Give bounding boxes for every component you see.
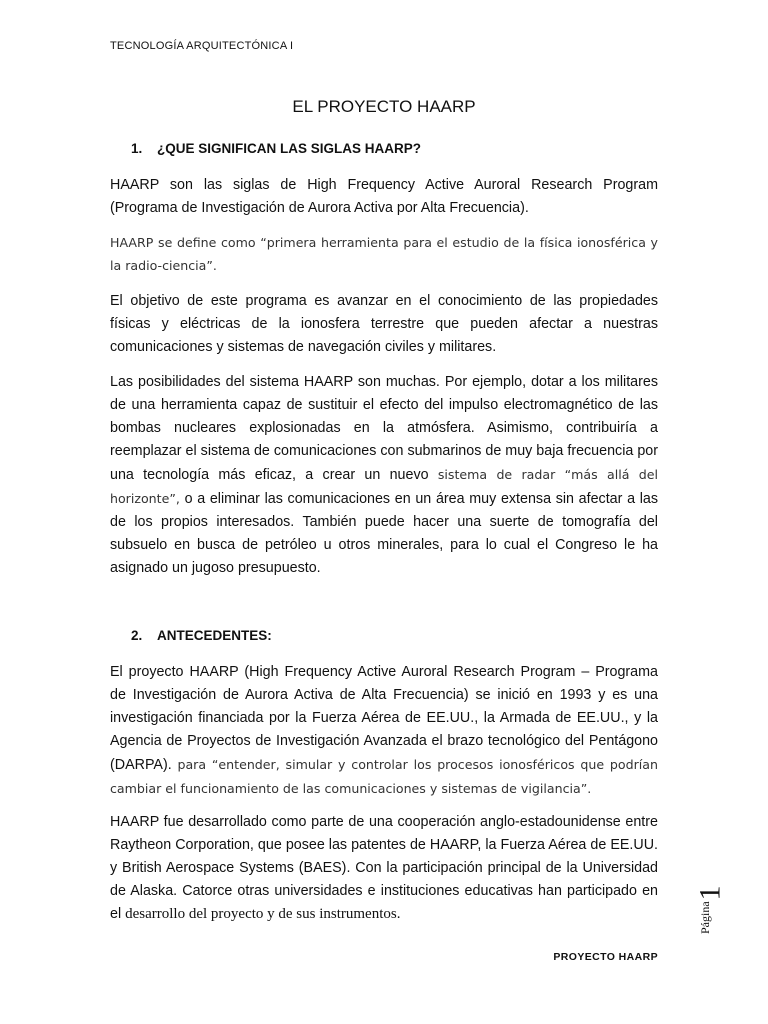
section-2-number: 2. bbox=[131, 628, 143, 643]
running-footer: PROYECTO HAARP bbox=[553, 951, 658, 963]
section-2-heading bbox=[131, 628, 272, 643]
section-1-number: 1. bbox=[131, 141, 143, 156]
paragraph-haarp-quote: HAARP se define como “primera herramienta para el estudio de la física ionosférica y la radio-ciencia”. bbox=[110, 235, 658, 273]
paragraph-possibilities bbox=[110, 371, 658, 580]
paragraph-possibilities-part-2: o a eliminar las comunicaciones en un área muy extensa sin afectar a las de los propios interesados. También puede hacer una suerte de tomografía del subsuelo en busca de petróleo u otros minerales, para lo cual el Congreso le ha asignado un jugoso presupuesto. bbox=[110, 491, 658, 576]
document-title: EL PROYECTO HAARP bbox=[292, 97, 476, 116]
paragraph-development-part-2: desarrollo del proyecto y de sus instrumentos. bbox=[125, 906, 401, 922]
running-header: TECNOLOGÍA ARQUITECTÓNICA I bbox=[110, 40, 294, 52]
paragraph-development bbox=[110, 811, 658, 926]
section-1-heading bbox=[131, 141, 421, 156]
section-1-heading-text: ¿QUE SIGNIFICAN LAS SIGLAS HAARP? bbox=[157, 141, 422, 156]
paragraph-background-quote: para “entender, simular y controlar los procesos ionosféricos que podrían cambiar el funcionamiento de las comunicaciones y sistemas de vigilancia”. bbox=[110, 757, 658, 796]
paragraph-development-part-1: HAARP fue desarrollado como parte de una cooperación anglo-estadounidense entre Raytheon Corporation, que posee las patentes de HAARP, la Fuerza Aérea de EE.UU. y British Aerospace Systems (BAES). Con la participación principal de la Universidad de Alaska. Catorce otras universidades e instituciones educativas han participado en el bbox=[110, 814, 658, 922]
page-number-block bbox=[690, 882, 727, 942]
paragraph-objective: El objetivo de este programa es avanzar en el conocimiento de las propiedades físicas y eléctricas de la ionosfera terrestre que pueden afectar a nuestras comunicaciones y sistemas de navegación civiles y militares. bbox=[110, 293, 658, 355]
paragraph-haarp-definition: HAARP son las siglas de High Frequency Active Auroral Research Program (Programa de Investigación de Aurora Activa por Alta Frecuencia). bbox=[110, 177, 658, 216]
page-number: 1 bbox=[693, 885, 727, 901]
paragraph-possibilities-part-1: Las posibilidades del sistema HAARP son muchas. Por ejemplo, dotar a los militares de una herramienta capaz de sustituir el efecto del impulso electromagnético de las bombas nucleares explosionadas en la atmósfera. Asimismo, contribuiría a reemplazar el sistema de comunicaciones con submarinos de muy baja frecuencia por una tecnología más eficaz, a crear un nuevo bbox=[110, 374, 658, 483]
section-2-heading-text: ANTECEDENTES: bbox=[157, 628, 272, 643]
page-word: Página bbox=[698, 901, 712, 934]
paragraph-background bbox=[110, 661, 658, 801]
paragraph-possibilities-radar: sistema de radar “más allá del horizonte”, bbox=[110, 467, 658, 506]
paragraph-background-part-1: El proyecto HAARP (High Frequency Active Auroral Research Program – Programa de Investigación de Aurora Activa de Alta Frecuencia) se inició en 1993 y es una investigación financiada por la Fuerza Aérea de EE.UU., la Armada de EE.UU., y la Agencia de Proyectos de Investigación Avanzada el brazo tecnológico del Pentágono (DARPA). bbox=[110, 664, 658, 773]
